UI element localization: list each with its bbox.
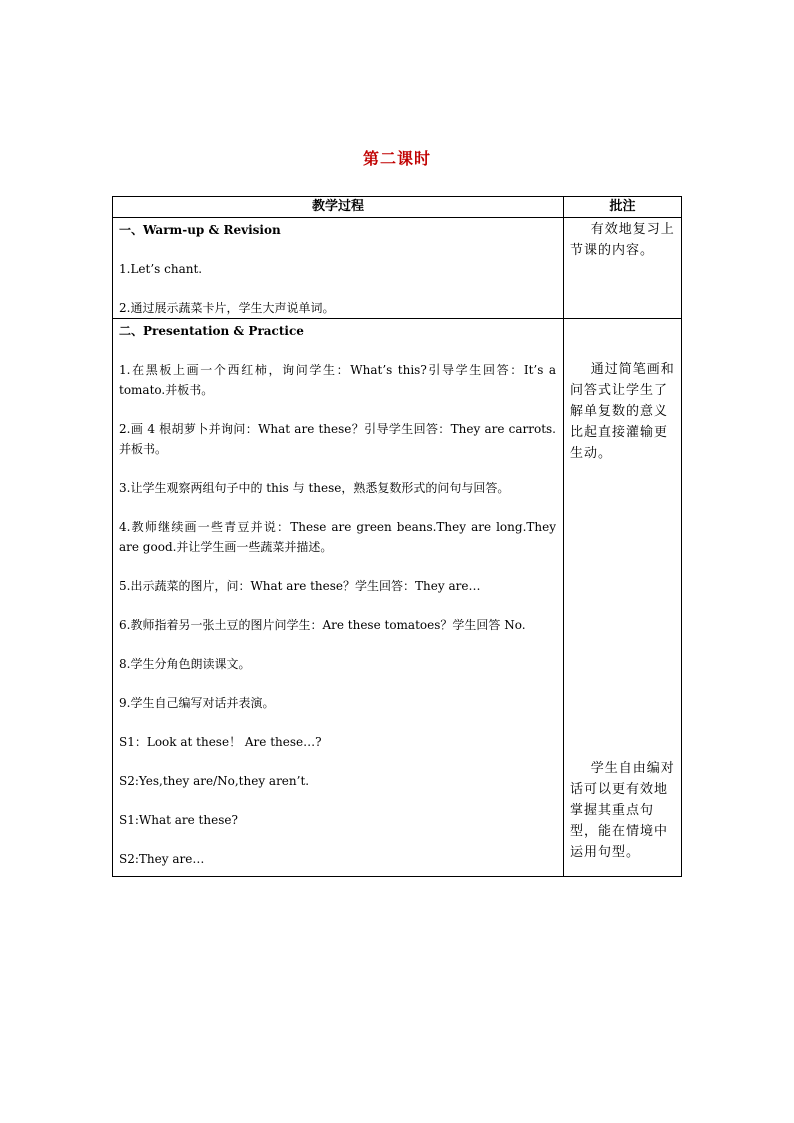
list-item: 4.教师继续画一些青豆并说：These are green beans.They are long.They are good.并让学生画一些蔬菜并描述。 <box>119 520 556 554</box>
list-item: 3.让学生观察两组句子中的 this 与 these，熟悉复数形式的问句与回答。 <box>119 481 510 495</box>
table-row <box>113 319 682 877</box>
list-item: 2.画 4 根胡萝卜并询问：What are these？引导学生回答：They are carrots.并板书。 <box>119 422 556 456</box>
note-text: 通过简笔画和问答式让学生了解单复数的意义比起直接灌输更生动。 <box>570 362 675 461</box>
list-item: 1.Let’s chant. <box>119 262 203 276</box>
dialogue-line: S2:They are… <box>119 852 205 866</box>
note-text: 有效地复习上节课的内容。 <box>570 222 675 258</box>
presentation-cell <box>113 319 564 877</box>
section-heading: 二、Presentation & Practice <box>119 324 304 338</box>
warmup-cell <box>113 218 564 319</box>
list-item: 2.通过展示蔬菜卡片，学生大声说单词。 <box>119 301 335 315</box>
header-process: 教学过程 <box>113 197 564 218</box>
warmup-note-cell <box>564 218 682 319</box>
presentation-note-cell <box>564 319 682 877</box>
dialogue-line: S1:What are these? <box>119 813 238 827</box>
header-notes: 批注 <box>564 197 682 218</box>
section-heading: 一、Warm-up & Revision <box>119 223 281 237</box>
list-item: 1.在黑板上画一个西红柿，询问学生：What’s this?引导学生回答：It’s a tomato.并板书。 <box>119 363 556 397</box>
dialogue-line: S2:Yes,they are/No,they aren’t. <box>119 774 310 788</box>
dialogue-line: S1：Look at these！ Are these…? <box>119 735 322 749</box>
list-item: 9.学生自己编写对话并表演。 <box>119 696 275 710</box>
table-row <box>113 218 682 319</box>
list-item: 6.教师指着另一张土豆的图片问学生：Are these tomatoes？学生回答 No. <box>119 618 526 632</box>
list-item: 5.出示蔬菜的图片，问：What are these？学生回答：They are… <box>119 579 481 593</box>
table-header-row <box>113 197 682 218</box>
lesson-table <box>112 196 682 877</box>
list-item: 8.学生分角色朗读课文。 <box>119 657 251 671</box>
page-title: 第二课时 <box>362 149 431 168</box>
note-text: 学生自由编对话可以更有效地掌握其重点句型，能在情境中运用句型。 <box>570 761 675 860</box>
